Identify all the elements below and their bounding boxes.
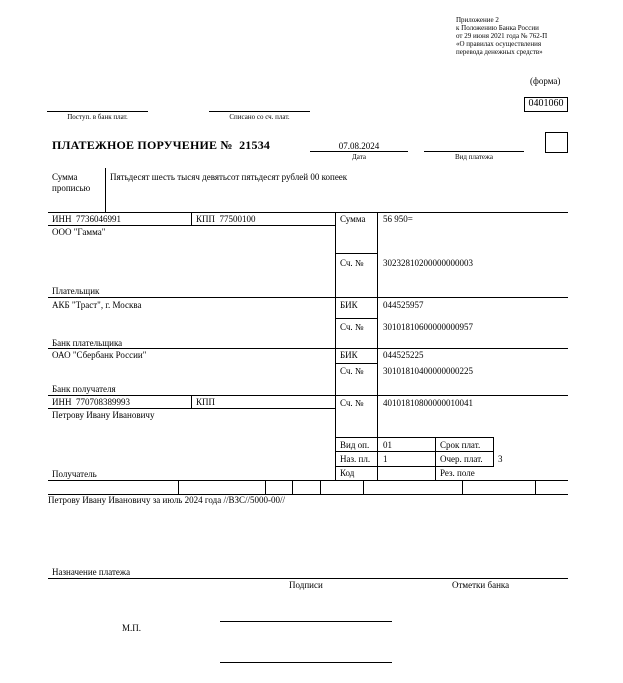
payee-name: Петрову Ивану Ивановичу	[52, 410, 155, 420]
appendix-note	[456, 16, 616, 56]
payment-type-label: Вид платежа	[454, 153, 493, 161]
codes-row2	[335, 451, 494, 452]
pay-term-label: Срок плат.	[440, 440, 481, 450]
codes-row3	[335, 466, 494, 467]
payer-bank-account-label: Сч. №	[340, 322, 364, 332]
date-value: 07.08.2024	[338, 141, 380, 151]
date-label: Дата	[352, 153, 366, 161]
payer-bank-bik-label: БИК	[340, 300, 358, 310]
payee-bank-bik-value: 044525225	[383, 350, 424, 360]
inn-kpp-divider	[191, 212, 192, 225]
payer-bottom	[48, 297, 568, 298]
pay-purpose-label: Наз. пл.	[340, 454, 371, 464]
sum-label: Сумма	[340, 214, 366, 224]
payee-kpp	[196, 397, 217, 408]
sum-words-label	[52, 172, 90, 194]
stamp-label: М.П.	[122, 623, 142, 633]
payer-inn-value: 7736046991	[76, 214, 121, 224]
order-number: 21534	[239, 138, 271, 152]
payer-account-label: Сч. №	[340, 258, 364, 268]
payer-kpp	[196, 214, 256, 225]
priority-label: Очер. плат.	[440, 454, 483, 464]
op-type-label: Вид оп.	[340, 440, 370, 450]
tax-cell-1	[178, 480, 179, 494]
payee-bank-account-label: Сч. №	[340, 366, 364, 376]
date-line	[310, 151, 408, 152]
grid-top	[48, 212, 568, 213]
pay-purpose-value: 1	[383, 454, 388, 464]
payer-kpp-label: КПП	[196, 214, 216, 224]
tax-cell-6	[462, 480, 463, 494]
received-label: Поступ. в банк плат.	[67, 113, 128, 121]
payer-inn-label: ИНН	[52, 214, 72, 224]
tax-cell-5	[363, 480, 364, 494]
sum-words-text: Пятьдесят шесть тысяч девятьсот пятьдесят рублей 00 копеек	[110, 172, 348, 182]
payee-kpp-label: КПП	[196, 397, 216, 407]
payer-bank-name: АКБ "Траст", г. Москва	[52, 300, 142, 310]
debited-line	[209, 111, 310, 112]
sum-words-label-2: прописью	[52, 183, 91, 193]
tax-cell-3	[292, 480, 293, 494]
tax-cell-7	[535, 480, 536, 494]
payer-bank-bottom	[48, 348, 568, 349]
debited-label: Списано со сч. плат.	[229, 113, 290, 121]
appendix-line4: «О правилах осуществления	[456, 40, 542, 48]
codes-right-divider	[493, 437, 494, 466]
form-code: 0401060	[524, 97, 568, 112]
appendix-line3: от 29 июня 2021 года № 762-П	[456, 32, 548, 40]
payer-inn	[52, 214, 121, 225]
payee-bank-bottom	[48, 395, 568, 396]
payee-bank-caption: Банк получателя	[52, 384, 116, 394]
payee-caption: Получатель	[52, 469, 97, 479]
payee-bottom	[48, 480, 568, 481]
appendix-line2: к Положению Банка России	[456, 24, 539, 32]
title-text: ПЛАТЕЖНОЕ ПОРУЧЕНИЕ №	[52, 138, 233, 152]
payee-bank-name: ОАО "Сбербанк России"	[52, 350, 147, 360]
payer-account-value: 30232810200000000003	[383, 258, 473, 268]
payee-inn-kpp-divider	[191, 396, 192, 408]
purpose-label: Назначение платежа	[52, 567, 131, 577]
signatures-label: Подписи	[289, 580, 323, 590]
sum-words-label-1: Сумма	[52, 172, 78, 182]
payee-account-value: 40101810800000010041	[383, 398, 473, 408]
payee-bank-bik-label: БИК	[340, 350, 358, 360]
inn-row-bottom	[48, 225, 335, 226]
payee-inn-label: ИНН	[52, 397, 72, 407]
appendix-line1: Приложение 2	[456, 16, 499, 24]
codes-mid-divider	[435, 437, 436, 480]
codes-top	[335, 437, 494, 438]
code-label: Код	[340, 468, 355, 478]
op-type-value: 01	[383, 440, 392, 450]
sum-row-bottom	[335, 253, 377, 254]
payer-bank-account-value: 30101810600000000957	[383, 322, 473, 332]
bik1-bottom	[335, 318, 377, 319]
payer-bank-caption: Банк плательщика	[52, 338, 123, 348]
sum-value: 56 950=	[383, 214, 413, 224]
payee-inn	[52, 397, 130, 408]
reserve-label: Рез. поле	[440, 468, 475, 478]
payee-inn-bottom	[48, 408, 335, 409]
appendix-line5: перевода денежных средств»	[456, 48, 543, 56]
purpose-text: Петрову Ивану Ивановичу за июль 2024 года //ВЗС//5000-00//	[48, 495, 285, 505]
bik2-bottom	[335, 363, 377, 364]
purpose-bottom	[48, 578, 568, 579]
tax-cell-2	[265, 480, 266, 494]
sum-words-divider	[105, 168, 106, 212]
payment-type-line	[424, 151, 524, 152]
payee-bank-account-value: 30101810400000000225	[383, 366, 473, 376]
form-label: (форма)	[530, 76, 561, 86]
payee-inn-value: 770708389993	[76, 397, 130, 407]
received-line	[47, 111, 148, 112]
label-column-right	[377, 212, 378, 480]
tax-cell-4	[320, 480, 321, 494]
bank-marks-label: Отметки банка	[452, 580, 510, 590]
payer-kpp-value: 77500100	[219, 214, 256, 224]
payer-name: ООО "Гамма"	[52, 227, 106, 237]
payer-bank-bik-value: 044525957	[383, 300, 424, 310]
payer-caption: Плательщик	[52, 286, 100, 296]
signature-line-1	[220, 621, 392, 622]
priority-value: 3	[498, 454, 503, 464]
status-box	[545, 132, 568, 153]
payee-account-label: Сч. №	[340, 398, 364, 408]
signature-line-2	[220, 662, 392, 663]
page-title	[52, 138, 270, 153]
